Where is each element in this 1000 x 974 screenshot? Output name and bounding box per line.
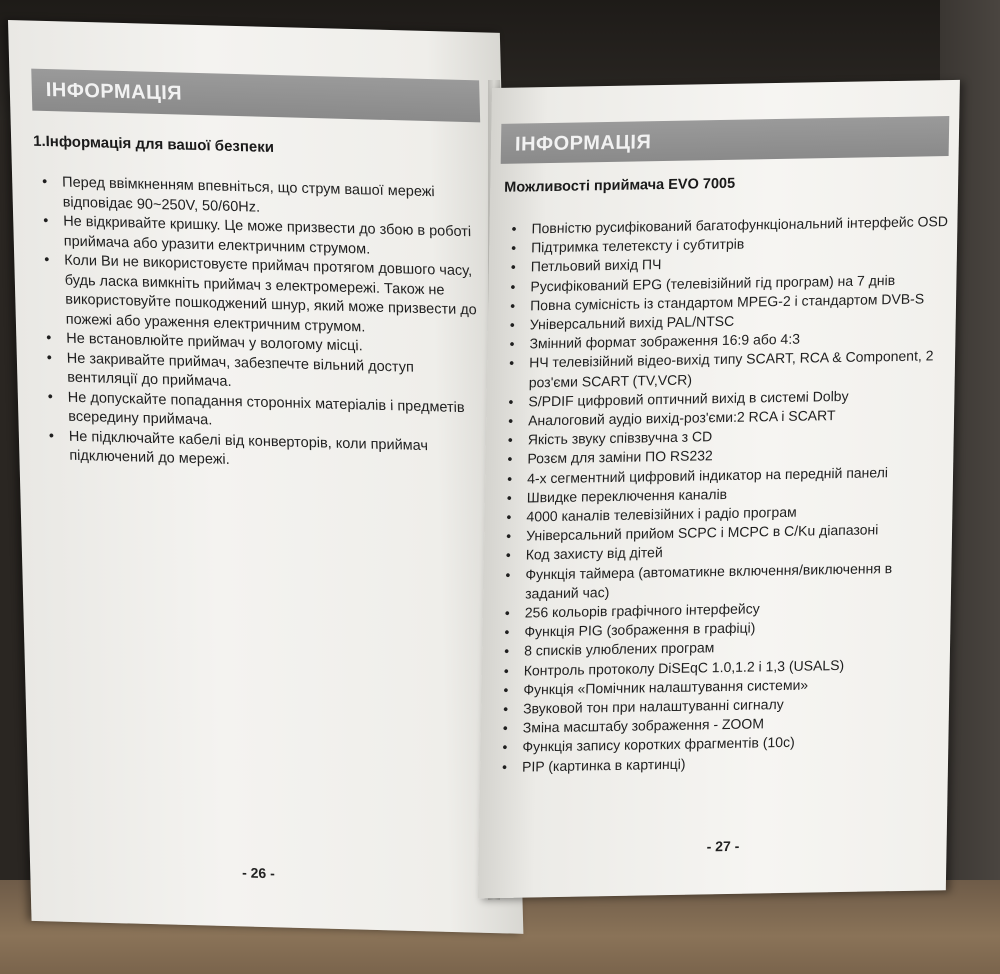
bullet: • xyxy=(506,508,512,525)
bullet: • xyxy=(508,412,514,429)
list-item: • Функція «Помічник налаштування системи» xyxy=(501,673,941,700)
list-item: • Підтримка телетексту і субтитрів xyxy=(509,231,949,258)
bullet: • xyxy=(502,758,508,775)
list-item: • Перед ввімкненням впевніться, що струм вашої мережі відповідає 90~250V, 50/60Hz. xyxy=(41,173,435,216)
list-item: • PIP (картинка в картинці) xyxy=(500,750,940,777)
bullet: • xyxy=(510,259,516,276)
list-item: • Якість звуку співзвучна з CD xyxy=(506,423,946,450)
bullet: • xyxy=(44,252,50,269)
list-item: • Функція PIG (зображення в графіці) xyxy=(502,615,942,642)
bullet: • xyxy=(506,527,512,545)
list-item: • Зміна масштабу зображення - ZOOM xyxy=(501,712,941,739)
section-title: Можливості приймача EVO 7005 xyxy=(504,175,736,196)
list-item: • Розєм для заміни ПО RS232 xyxy=(505,443,945,470)
bullet: • xyxy=(507,431,513,449)
header-bar xyxy=(31,69,480,123)
page-number: - 26 - xyxy=(241,864,275,882)
bullet: • xyxy=(503,662,509,679)
page-title: ІНФОРМАЦІЯ xyxy=(45,79,183,105)
bullet: • xyxy=(46,330,52,347)
bullet: • xyxy=(504,604,510,621)
list-item: • 4000 каналів телевізійних і радіо програм xyxy=(504,500,944,527)
bullet: • xyxy=(502,720,508,737)
bullet: • xyxy=(506,489,512,506)
list-item: • Повністю русифікований багатофункціональний інтерфейс OSD xyxy=(509,212,949,239)
list-item: • 8 списків улюблених програм xyxy=(502,635,942,662)
list-item: • Не допускайте попадання сторонніх матеріалів і предметів всередину приймача. xyxy=(47,388,465,429)
list-item: • Повна сумісність із стандартом MPEG-2 і стандартом DVB-S xyxy=(508,289,948,316)
safety-list xyxy=(40,173,488,477)
list-item: • НЧ телевізійний відео-вихід типу SCART, RCA & Component, 2 роз'єми SCART (TV,VCR) xyxy=(509,347,934,391)
list-item: • S/PDIF цифровий оптичний вихід в системі Dolby xyxy=(506,385,946,412)
bullet: • xyxy=(46,349,53,366)
list-item: • Не закривайте приймач, забезпечте вільний доступ вентиляції до приймача. xyxy=(46,349,415,390)
bullet: • xyxy=(508,393,514,410)
bullet: • xyxy=(510,278,516,295)
features-list xyxy=(500,212,950,777)
bullet: • xyxy=(509,355,515,372)
bullet: • xyxy=(507,470,513,487)
list-item: • 4-х сегментний цифровий індикатор на передній панелі xyxy=(505,462,945,489)
bullet: • xyxy=(504,643,510,660)
list-item: • Код захисту від дітей xyxy=(504,539,944,566)
bullet: • xyxy=(48,427,55,444)
bullet: • xyxy=(507,451,513,468)
list-item: • Не встановлюйте приймач у вологому місці. xyxy=(46,330,363,355)
list-item: • Аналоговий аудіо вихід-роз'єми:2 RCA і SCART xyxy=(506,404,946,431)
bullet: • xyxy=(43,212,49,230)
bullet: • xyxy=(505,547,511,564)
bullet: • xyxy=(41,173,48,191)
list-item: • Коли Ви не використовуєте приймач протягом довшого часу, будь ласка вимкніть приймач з електромережі. Також не використовуйте пошкоджений шнур, який може призвести до пожежі або ураження електричним струмом. xyxy=(44,252,477,335)
list-item: • Русифікований EPG (телевізійний гід програм) на 7 днів xyxy=(508,270,948,297)
list-item: • Петльовий вихід ПЧ xyxy=(509,250,949,277)
bullet: • xyxy=(509,335,515,352)
page-title: ІНФОРМАЦІЯ xyxy=(514,131,652,156)
bullet: • xyxy=(47,388,54,405)
list-item: • Не підключайте кабелі від конверторів, коли приймач підключений до мережі. xyxy=(48,427,429,468)
bullet: • xyxy=(505,566,511,583)
bullet: • xyxy=(509,316,515,333)
list-item: • Звуковой тон при налаштуванні сигналу xyxy=(501,692,941,719)
list-item: • Функція запису коротких фрагментів (10с) xyxy=(500,731,940,758)
bullet: • xyxy=(502,739,508,756)
list-item: • Універсальний прийом SCPC і MCPC в C/Ku діапазоні xyxy=(504,519,944,546)
section-title: 1.Інформація для вашої безпеки xyxy=(32,132,275,157)
list-item: • 256 кольорів графічного інтерфейсу xyxy=(503,596,943,623)
bullet: • xyxy=(503,700,509,717)
bullet: • xyxy=(511,220,517,237)
list-item: • Не відкривайте кришку. Це може призвести до збою в роботі приймача або уразити електричним струмом. xyxy=(43,212,472,258)
bullet: • xyxy=(504,624,510,641)
header-bar xyxy=(501,116,950,164)
bullet: • xyxy=(511,239,517,256)
list-item: • Швидке переключення каналів xyxy=(505,481,945,508)
list-item: • Функція таймера (автоматикне включення/виключення в заданий час) xyxy=(505,559,893,602)
list-item: • Змінний формат зображення 16:9 або 4:3 xyxy=(507,327,947,354)
booklet-page-right xyxy=(478,80,960,899)
bullet: • xyxy=(503,681,509,698)
list-item: • Універсальний вихід PAL/NTSC xyxy=(508,308,948,335)
page-number: - 27 - xyxy=(706,837,740,855)
list-item: • Контроль протоколу DiSEqC 1.0,1.2 і 1,3 (USALS) xyxy=(502,654,942,681)
bullet: • xyxy=(510,297,516,314)
booklet-page-left xyxy=(8,20,523,934)
